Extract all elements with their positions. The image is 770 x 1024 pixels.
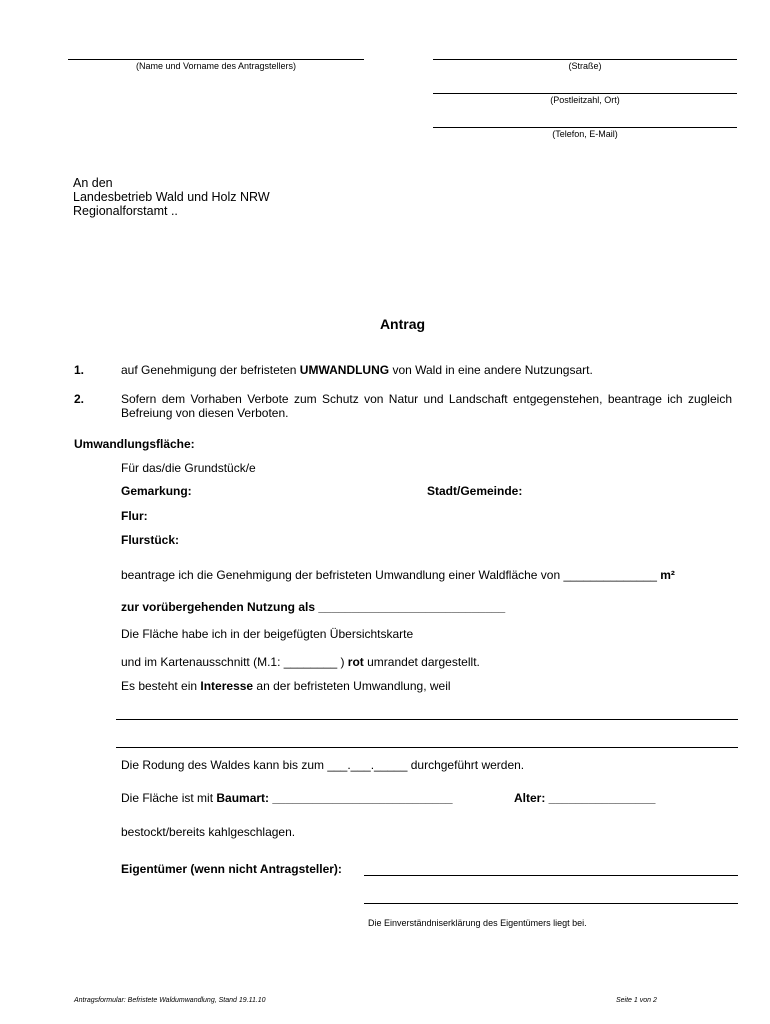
street-caption: (Straße) — [568, 61, 602, 71]
postal-line — [433, 93, 737, 94]
temp-use-field[interactable]: zur vorübergehenden Nutzung als ____________________________ — [121, 600, 506, 614]
owner-line-1[interactable] — [364, 875, 738, 876]
owner-line-2[interactable] — [364, 903, 738, 904]
item-1-bold: UMWANDLUNG — [299, 363, 390, 377]
page-title: Antrag — [379, 316, 426, 332]
item-2-text: Sofern dem Vorhaben Verbote zum Schutz von Natur und Landschaft entgegenstehen, beantrage ich zugleich Befreiung von diesen Verboten. — [121, 392, 732, 420]
consent-note: Die Einverständniserklärung des Eigentümers liegt bei. — [368, 918, 587, 928]
flur-label[interactable]: Flur: — [121, 509, 148, 523]
phone-line — [433, 127, 737, 128]
applicant-name-caption: (Name und Vorname des Antragstellers) — [135, 61, 297, 71]
tree-species-text[interactable] — [121, 791, 453, 805]
interest-bold: Interesse — [200, 679, 254, 693]
recipient-line-2: Landesbetrieb Wald und Holz NRW — [73, 190, 270, 204]
postal-caption: (Postleitzahl, Ort) — [550, 95, 620, 105]
interest-post: an der befristeten Umwandlung, weil — [253, 679, 451, 693]
item-1-text — [121, 363, 593, 377]
area-heading: Umwandlungsfläche: — [74, 437, 195, 451]
item-1-post: von Wald in eine andere Nutzungsart. — [389, 363, 593, 377]
footer-page-number: Seite 1 von 2 — [616, 997, 657, 1004]
item-1-number: 1. — [74, 363, 85, 377]
map-scale-post: umrandet dargestellt. — [363, 655, 480, 669]
apply-text-main: beantrage ich die Genehmigung der befristeten Umwandlung einer Waldfläche von ______________ — [121, 568, 657, 582]
applicant-name-line — [68, 59, 364, 60]
recipient-address — [73, 176, 270, 218]
footer-form-info: Antragsformular: Befristete Waldumwandlung, Stand 19.11.10 — [74, 997, 266, 1004]
flurstueck-label[interactable]: Flurstück: — [121, 533, 180, 547]
interest-line-1[interactable] — [116, 719, 738, 720]
stocked-text: bestockt/bereits kahlgeschlagen. — [121, 825, 296, 839]
street-line — [433, 59, 737, 60]
recipient-line-3: Regionalforstamt .. — [73, 204, 178, 218]
item-1-pre: auf Genehmigung der befristeten — [121, 363, 300, 377]
gemarkung-label[interactable]: Gemarkung: — [121, 484, 192, 498]
for-plot-text: Für das/die Grundstück/e — [121, 461, 256, 475]
apply-text[interactable] — [121, 568, 675, 582]
map-text: Die Fläche habe ich in der beigefügten Übersichtskarte — [121, 627, 414, 641]
interest-line-2[interactable] — [116, 747, 738, 748]
phone-caption: (Telefon, E-Mail) — [552, 129, 618, 139]
tree-species-field[interactable]: Baumart: ___________________________ — [216, 791, 453, 805]
tree-species-pre: Die Fläche ist mit — [121, 791, 217, 805]
clearing-text[interactable]: Die Rodung des Waldes kann bis zum ___.___._____ durchgeführt werden. — [121, 758, 525, 772]
map-scale-bold: rot — [347, 655, 364, 669]
recipient-line-1: An den — [73, 176, 113, 190]
interest-text — [121, 679, 451, 693]
interest-pre: Es besteht ein — [121, 679, 201, 693]
owner-label: Eigentümer (wenn nicht Antragsteller): — [121, 862, 342, 876]
age-field[interactable]: Alter: ________________ — [514, 791, 656, 805]
map-scale-pre: und im Kartenausschnitt (M.1: ________ ) — [121, 655, 348, 669]
map-scale-text[interactable] — [121, 655, 480, 669]
item-2-number: 2. — [74, 392, 85, 406]
apply-unit: m² — [660, 568, 675, 582]
stadt-label[interactable]: Stadt/Gemeinde: — [427, 484, 523, 498]
